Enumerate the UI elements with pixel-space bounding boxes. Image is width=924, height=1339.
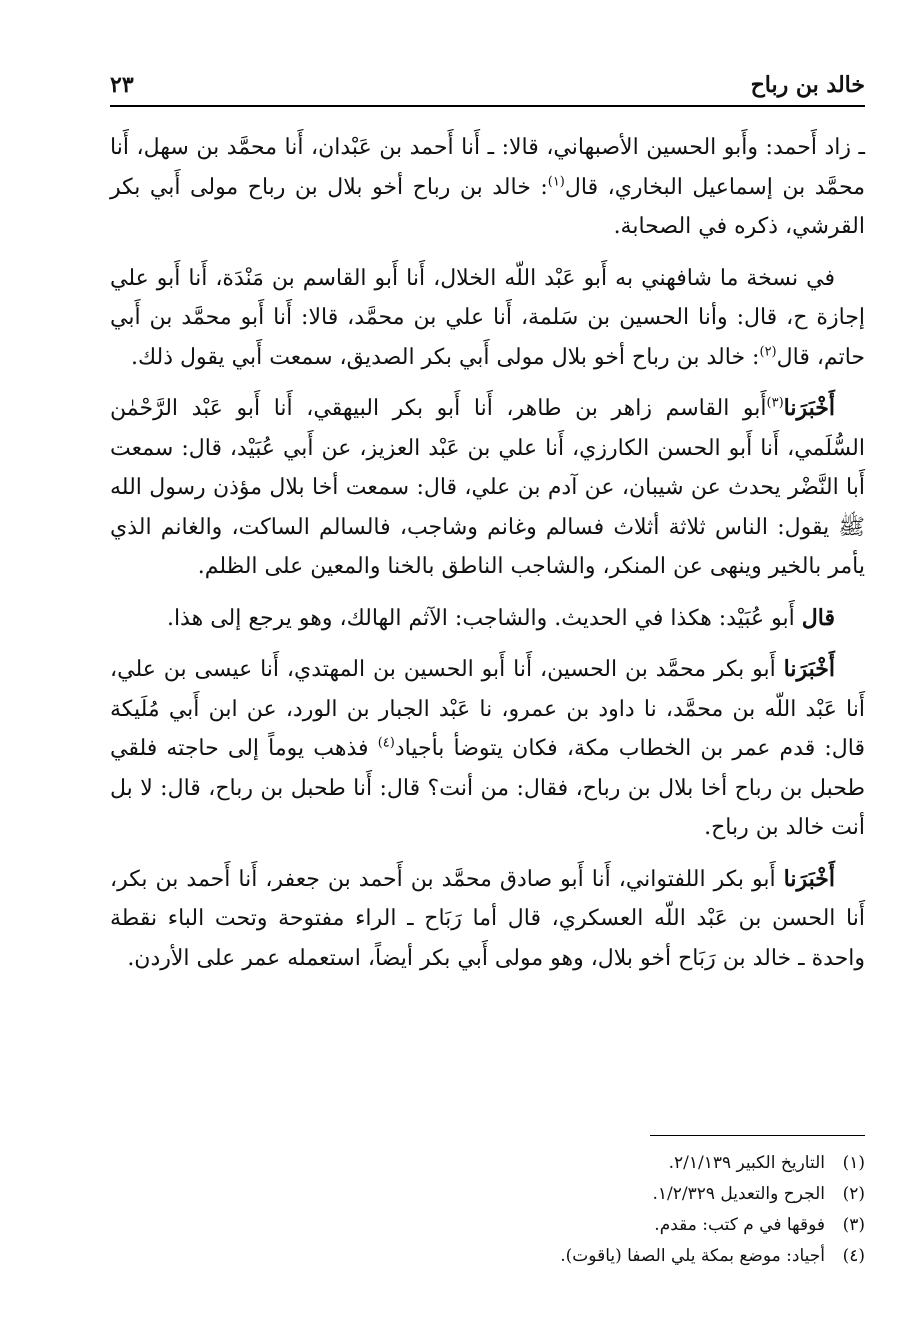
footnote-number: (٤) [842, 1246, 865, 1266]
footnote-ref-1: (١) [547, 174, 565, 190]
paragraph-text: : خالد بن رباح أخو بلال بن رباح مولى أَبي بكر القرشي، ذكره في الصحابة. [110, 174, 865, 239]
paragraph-text: أَبو عُبَيْد: هكذا في الحديث. والشاجب: الآثم الهالك، وهو يرجع إلى هذا. [166, 605, 795, 631]
paragraph-5 [110, 650, 865, 848]
footnote-rule [650, 1135, 865, 1136]
paragraph-text: أَبو بكر محمَّد بن الحسين، أَنا أَبو الحسين بن المهتدي، أَنا عيسى بن علي، أَنا عَبْد اللّه بن محمَّد، نا داود بن عمرو، نا عَبْد الجبار بن الورد، عن ابن أَبي مُلَيكة قال: قدم عمر بن الخطاب مكة، فكان يتوضأ بأجياد [110, 657, 865, 761]
header-rule [110, 105, 865, 107]
footnote-number: (١) [842, 1153, 865, 1173]
paragraph-text: أَبو بكر اللفتواني، أَنا أَبو صادق محمَّد بن أَحمد بن جعفر، أَنا أَحمد بن بكر، أَنا الحسن بن عَبْد اللّه العسكري، قال أما رَبَاح ـ الراء مفتوحة وتحت الباء نقطة واحدة ـ خالد بن رَبَاح أخو بلال، وهو مولى أَبي بكر أيضاً، استعمله عمر على الأردن. [110, 866, 865, 971]
paragraph-4 [110, 599, 865, 639]
main-text [110, 128, 865, 990]
footnote-number: (٣) [842, 1215, 865, 1235]
paragraph-1 [110, 128, 865, 247]
footnote-text: التاريخ الكبير ٢/١/١٣٩. [668, 1153, 825, 1173]
paragraph-lead: أَخْبَرَنا [783, 865, 835, 892]
footnote-text: فوقها في م كتب: مقدم. [654, 1215, 825, 1235]
paragraph-2 [110, 259, 865, 378]
footnote-ref-4: (٤) [377, 735, 395, 751]
footnote-text: أجياد: موضع بمكة يلي الصفا (ياقوت). [560, 1246, 825, 1266]
footnote-item [400, 1148, 865, 1179]
paragraph-text: ـ زاد أَحمد: وأَبو الحسين الأصبهاني، قالا: ـ أَنا أَحمد بن عَبْدان، أَنا محمَّد بن سهل، أَنا محمَّد بن إسماعيل البخاري، قال [110, 135, 865, 200]
footnote-number: (٢) [842, 1184, 865, 1204]
footnote-item [400, 1210, 865, 1241]
running-title: خالد بن رباح [750, 72, 865, 98]
paragraph-lead: قال [801, 604, 835, 631]
paragraph-lead: أَخْبَرَنا [783, 656, 835, 682]
page-number: ٢٣ [110, 72, 134, 98]
paragraph-lead: أَخْبَرَنا [783, 395, 835, 421]
footnotes [400, 1148, 865, 1272]
footnote-ref-3: (٣) [766, 395, 784, 411]
footnote-item [400, 1241, 865, 1272]
footnote-ref-2: (٢) [759, 344, 777, 360]
paragraph-text: في نسخة ما شافهني به أَبو عَبْد اللّه الخلال، أَنا أَبو القاسم بن مَنْدَة، أَنا أَبو علي إجازة ح، قال: وأنا الحسين بن سَلمة، أَنا علي بن محمَّد، قالا: أَنا أَبو محمَّد بن أَبي حاتم، قال [110, 265, 865, 370]
paragraph-text: أَبو القاسم زاهر بن طاهر، أَنا أَبو بكر البيهقي، أَنا أَبو عَبْد الرَّحْمٰن السُّلَمي، أَنا أَبو الحسن الكارزي، أَنا علي بن عَبْد العزيز، عن أَبي عُبَيْد، قال: سمعت أَبا النَّضْر يحدث عن شيبان، عن آدم بن علي، قال: سمعت أخا بلال مؤذن رسول الله ﷺ يقول: الناس ثلاثة أثلاث فسالم وغانم وشاجب، فالسالم الساكت، والغانم الذي يأمر بالخير وينهى عن المنكر، والشاجب الناطق بالخنا والمعين على الظلم. [110, 396, 865, 579]
page-header [110, 72, 865, 104]
paragraph-6 [110, 860, 865, 979]
paragraph-text: : خالد بن رباح أخو بلال مولى أَبي بكر الصديق، سمعت أَبي يقول ذلك. [131, 344, 760, 370]
paragraph-text: فذهب يوماً إلى حاجته فلقي طحبل بن رباح أخا بلال بن رباح، فقال: من أنت؟ قال: أَنا طحبل بن رباح، قال: لا بل أنت خالد بن رباح. [110, 736, 865, 840]
paragraph-3 [110, 389, 865, 587]
footnote-text: الجرح والتعديل ١/٢/٣٢٩. [652, 1184, 825, 1204]
footnote-item [400, 1179, 865, 1210]
